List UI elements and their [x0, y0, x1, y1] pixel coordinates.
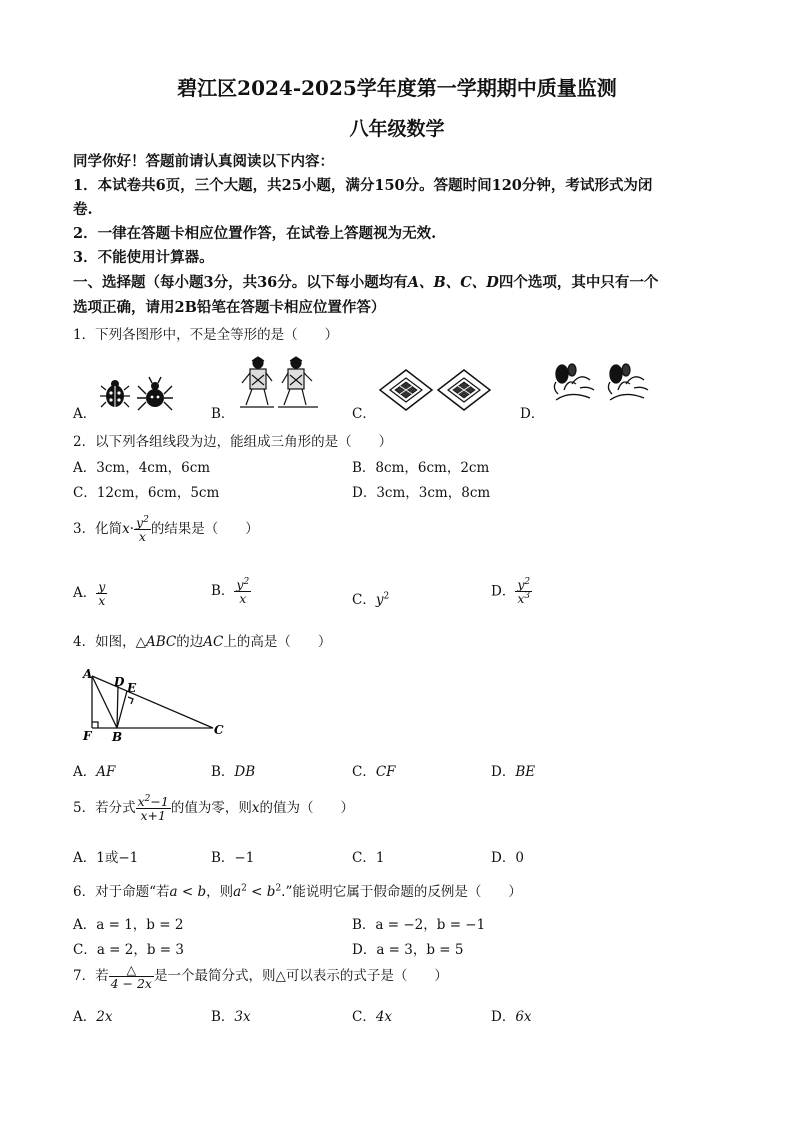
- page-title: 碧江区2024-2025学年度第一学期期中质量监测: [177, 76, 617, 100]
- q6-option-b: B．a = −2，b = −1: [352, 917, 486, 933]
- q1-stem: 1．下列各图形中，不是全等形的是（ ）: [73, 327, 339, 343]
- q6-stem: 6．对于命题“若a < b，则$a^2 < b^2$.”能说明它属于假命题的反例是（ ）: [73, 883, 522, 900]
- two-figures-icon: [238, 355, 320, 411]
- q4-option-b: B．DB: [211, 764, 256, 780]
- q4-option-c: C．CF: [352, 764, 396, 780]
- point-label-d: D: [114, 675, 125, 689]
- q6-option-a: A．a = 1，b = 2: [73, 917, 184, 933]
- point-label-b: B: [112, 730, 123, 744]
- q4-stem: 4．如图，△ABC的边AC上的高是（ ）: [73, 634, 332, 650]
- instructions-line1-cont: 卷.: [73, 201, 93, 218]
- instructions-line1: 1．本试卷共6页，三个大题，共25小题，满分150分。答题时间120分钟，考试形式为闭: [73, 177, 653, 194]
- q5-option-c: C．1: [352, 850, 385, 866]
- ladybug-spider-icon: [100, 374, 180, 414]
- q2-stem: 2．以下列各组线段为边，能组成三角形的是（ ）: [73, 434, 393, 450]
- q6-option-c: C．a = 2，b = 3: [73, 942, 184, 958]
- point-label-c: C: [214, 723, 224, 737]
- point-label-f: F: [83, 729, 92, 743]
- instructions-line3: 3．不能使用计算器。: [73, 249, 214, 266]
- q7-option-d: D．6x: [491, 1009, 532, 1025]
- q5-stem: 5．若分式 $\frac{x^2-1}{x+1}$ 的值为零，则x的值为（ ）: [73, 794, 354, 824]
- point-label-e: E: [127, 681, 137, 695]
- q3-option-d: D． $\frac{y^2}{x^3}$: [491, 577, 531, 607]
- q1-option-d-label: D．: [520, 406, 545, 422]
- q5-option-a: A．1或−1: [73, 850, 139, 866]
- section1-heading: 一、选择题（每小题3分，共36分。以下每小题均有A、B、C、D四个选项，其中只有一个: [73, 274, 659, 291]
- q3-stem: 3．化简x· $\frac{y^2}{x}$ 的结果是（ ）: [73, 515, 259, 545]
- q5-option-d: D．0: [491, 850, 524, 866]
- two-diamonds-icon: [378, 368, 494, 412]
- q4-option-a: A．AF: [73, 764, 116, 780]
- two-plants-icon: [550, 360, 658, 406]
- point-label-a: A: [83, 667, 93, 681]
- q7-option-a: A．2x: [73, 1009, 113, 1025]
- q3-option-a: A． $\frac{y}{x}$: [73, 579, 106, 609]
- page-subtitle: 八年级数学: [349, 118, 445, 140]
- q2-option-d: D．3cm，3cm，8cm: [352, 485, 491, 501]
- q4-option-d: D．BE: [491, 764, 536, 780]
- q3-option-b: B． $\frac{y^2}{x}$: [211, 577, 250, 607]
- q7-stem: 7．若 $\frac{\triangle}{4 - 2x}$ 是一个最简分式，则△可以表示的式子是（ ）: [73, 962, 448, 992]
- q2-option-c: C．12cm，6cm，5cm: [73, 485, 220, 501]
- q5-option-b: B．−1: [211, 850, 255, 866]
- q2-option-a: A．3cm，4cm，6cm: [73, 460, 211, 476]
- q6-option-d: D．a = 3，b = 5: [352, 942, 464, 958]
- q7-option-b: B．3x: [211, 1009, 251, 1025]
- q7-option-c: C．4x: [352, 1009, 393, 1025]
- q4-triangle-diagram: [80, 666, 230, 746]
- q3-option-c: C．$y^2$: [352, 591, 390, 608]
- q2-option-b: B．8cm，6cm，2cm: [352, 460, 490, 476]
- instructions-line2: 2．一律在答题卡相应位置作答，在试卷上答题视为无效.: [73, 225, 437, 242]
- section1-heading-line2: 选项正确，请用2B铅笔在答题卡相应位置作答）: [73, 299, 386, 316]
- instructions-greeting: 同学你好！答题前请认真阅读以下内容：: [73, 153, 334, 170]
- q1-option-a-label: A．: [73, 406, 97, 422]
- q1-option-c-label: C．: [352, 406, 376, 422]
- q1-option-b-label: B．: [211, 406, 235, 422]
